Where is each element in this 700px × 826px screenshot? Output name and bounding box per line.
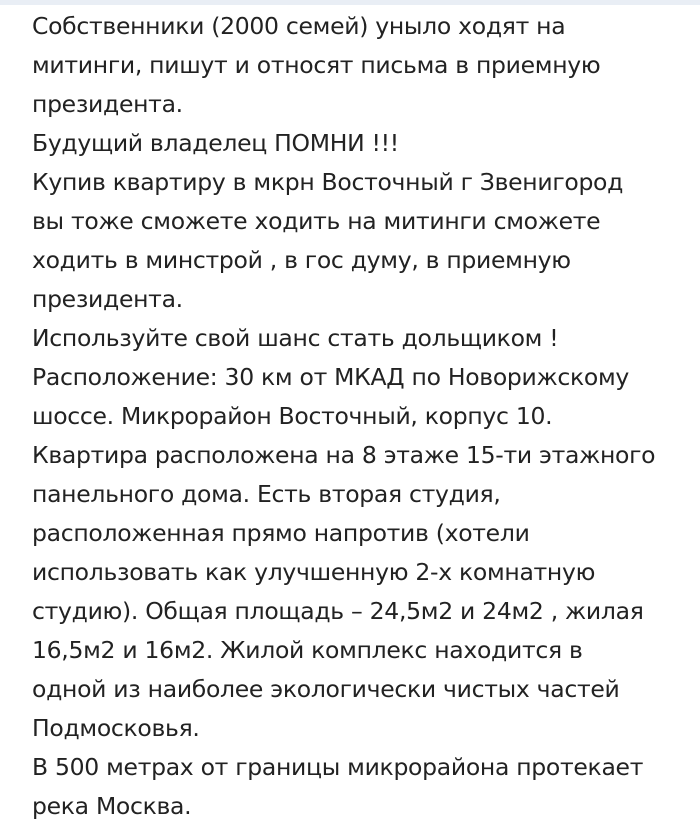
text-line: расположенная прямо напротив (хотели <box>32 519 530 547</box>
text-line: президента. <box>32 285 183 313</box>
text-line: шоссе. Микрорайон Восточный, корпус 10. <box>32 402 553 430</box>
text-line: президента. <box>32 90 183 118</box>
text-line: студию). Общая площадь – 24,5м2 и 24м2 , жилая <box>32 597 644 625</box>
text-line: Используйте свой шанс стать дольщиком ! <box>32 324 559 352</box>
text-line: река Москва. <box>32 792 192 820</box>
top-shade <box>0 0 700 5</box>
text-line: ходить в минстрой , в гос думу, в приемную <box>32 246 571 274</box>
text-line: 16,5м2 и 16м2. Жилой комплекс находится в <box>32 636 583 664</box>
text-line: одной из наиболее экологически чистых частей <box>32 675 620 703</box>
text-line: использовать как улучшенную 2-х комнатную <box>32 558 596 586</box>
text-line: Будущий владелец ПОМНИ !!! <box>32 129 399 157</box>
text-line: митинги, пишут и относят письма в приемную <box>32 51 601 79</box>
text-line: Собственники (2000 семей) уныло ходят на <box>32 12 566 40</box>
post-text <box>32 7 692 826</box>
text-line: Расположение: 30 км от МКАД по Новорижскому <box>32 363 629 391</box>
text-line: вы тоже сможете ходить на митинги сможете <box>32 207 601 235</box>
text-line: Подмосковья. <box>32 714 200 742</box>
text-line: Квартира расположена на 8 этаже 15-ти этажного <box>32 441 656 469</box>
text-line: панельного дома. Есть вторая студия, <box>32 480 501 508</box>
text-line: Купив квартиру в мкрн Восточный г Звенигород <box>32 168 624 196</box>
text-line: В 500 метрах от границы микрорайона протекает <box>32 753 644 781</box>
